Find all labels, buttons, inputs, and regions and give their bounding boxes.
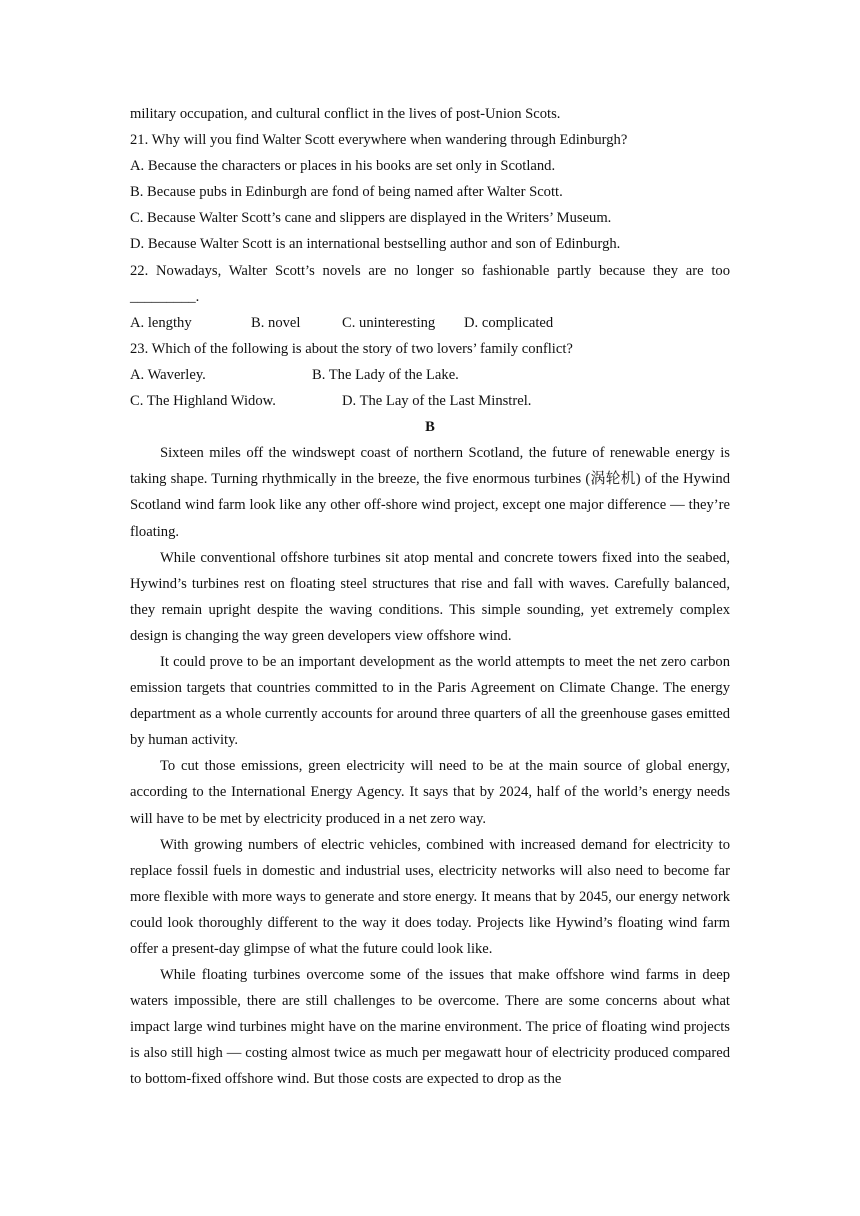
- document-page: [130, 101, 730, 1093]
- question-22-options: [130, 310, 730, 336]
- question-23-stem: 23. Which of the following is about the story of two lovers’ family conflict?: [130, 340, 573, 357]
- question-22-option-a: A. lengthy: [130, 314, 192, 331]
- passage-paragraph-3: It could prove to be an important development as the world attempts to meet the net zero carbon emission targets that countries committed to in the Paris Agreement on Climate Change. The energy department as a whole currently accounts for around three quarters of all the greenhouse gases emitted by human activity.: [130, 653, 730, 749]
- question-23-option-c: C. The Highland Widow.: [130, 393, 276, 410]
- question-23-options-row-1: [130, 362, 730, 388]
- question-21-option-b: B. Because pubs in Edinburgh are fond of being named after Walter Scott.: [130, 184, 563, 201]
- section-heading: B: [425, 419, 435, 436]
- question-21-option-d: D. Because Walter Scott is an international bestselling author and son of Edinburgh.: [130, 236, 621, 253]
- question-23-option-a: A. Waverley.: [130, 366, 206, 383]
- question-22-option-d: D. complicated: [464, 314, 554, 331]
- passage-paragraph-6: While floating turbines overcome some of the issues that make offshore wind farms in deep waters impossible, there are still challenges to be overcome. There are some concerns about what impact large wind turbines might have on the marine environment. The price of floating wind projects is also still high — costing almost twice as much per megawatt hour of electricity produced compared to bottom-fixed offshore wind. But those costs are expected to drop as the: [130, 967, 730, 1088]
- passage-paragraph-1: Sixteen miles off the windswept coast of northern Scotland, the future of renewable energy is taking shape. Turning rhythmically in the breeze, the five enormous turbines (涡轮机) of the Hywind Scotland wind farm look like any other off-shore wind project, except one major difference — they’re floating.: [130, 445, 730, 540]
- question-22-blank: _________.: [130, 288, 200, 305]
- question-22-option-b: B. novel: [251, 314, 301, 331]
- question-21-option-c: C. Because Walter Scott’s cane and slippers are displayed in the Writers’ Museum.: [130, 210, 612, 227]
- question-23-options-row-2: [130, 388, 730, 414]
- question-22-stem: 22. Nowadays, Walter Scott’s novels are no longer so fashionable partly because they are too: [130, 262, 730, 279]
- passage-paragraph-2: While conventional offshore turbines sit atop mental and concrete towers fixed into the seabed, Hywind’s turbines rest on floating steel structures that rise and fall with waves. Carefully balanced, they remain upright despite the waving conditions. This simple sounding, yet extremely complex design is changing the way green developers view offshore wind.: [130, 549, 730, 644]
- intro-tail-text: military occupation, and cultural conflict in the lives of post-Union Scots.: [130, 106, 561, 122]
- passage-paragraph-5: With growing numbers of electric vehicles, combined with increased demand for electricity to replace fossil fuels in domestic and industrial uses, electricity networks will also need to become far more flexible with more ways to generate and store energy. It means that by 2045, our energy network could look thoroughly different to the way it does today. Projects like Hywind’s floating wind farm offer a present-day glimpse of what the future could look like.: [130, 836, 730, 957]
- question-21-stem: 21. Why will you find Walter Scott everywhere when wandering through Edinburgh?: [130, 132, 628, 149]
- question-23-option-d: D. The Lay of the Last Minstrel.: [342, 393, 532, 410]
- question-22-option-c: C. uninteresting: [342, 314, 436, 331]
- passage-paragraph-4: To cut those emissions, green electricity will need to be at the main source of global energy, according to the International Energy Agency. It says that by 2024, half of the world’s energy needs will have to be met by electricity produced in a net zero way.: [130, 758, 730, 827]
- question-23-option-b: B. The Lady of the Lake.: [312, 366, 459, 383]
- question-21-option-a: A. Because the characters or places in his books are set only in Scotland.: [130, 158, 556, 175]
